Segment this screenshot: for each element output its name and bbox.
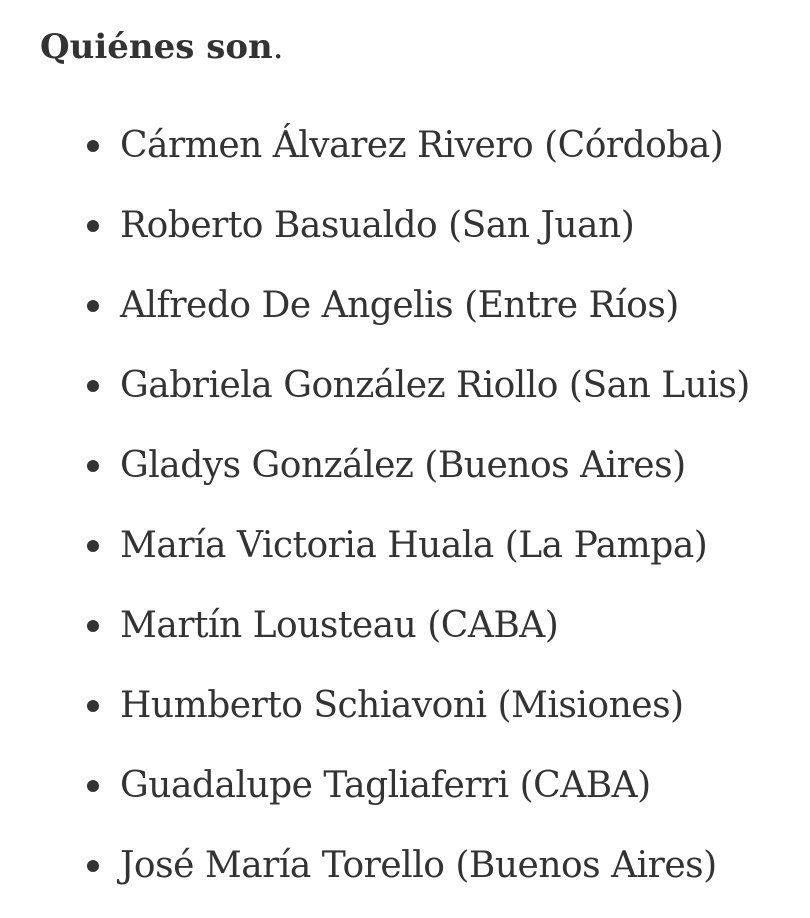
heading-title: Quiénes son <box>40 27 273 67</box>
person-name: Roberto Basualdo (San Juan) <box>120 205 635 246</box>
bullet-icon <box>87 300 99 312</box>
list-item <box>0 666 750 746</box>
person-name: Humberto Schiavoni (Misiones) <box>120 685 684 726</box>
bullet-icon <box>87 140 99 152</box>
person-name: Cármen Álvarez Rivero (Córdoba) <box>120 125 724 166</box>
bullet-icon <box>87 460 99 472</box>
bullet-icon <box>87 620 99 632</box>
list-item <box>0 106 750 186</box>
people-list <box>0 106 750 906</box>
bullet-icon <box>87 700 99 712</box>
bullet-icon <box>87 780 99 792</box>
list-item <box>0 346 750 426</box>
bullet-icon <box>87 380 99 392</box>
list-item <box>0 826 750 906</box>
bullet-icon <box>87 220 99 232</box>
person-name: María Victoria Huala (La Pampa) <box>120 525 708 566</box>
list-item <box>0 746 750 826</box>
person-name: Gabriela González Riollo (San Luis) <box>120 365 750 406</box>
list-item <box>0 186 750 266</box>
person-name: Alfredo De Angelis (Entre Ríos) <box>120 285 679 326</box>
person-name: Guadalupe Tagliaferri (CABA) <box>120 765 651 806</box>
section-heading <box>40 24 284 70</box>
person-name: Gladys González (Buenos Aires) <box>120 445 686 486</box>
list-item <box>0 266 750 346</box>
heading-punctuation: . <box>272 27 284 67</box>
list-item <box>0 586 750 666</box>
list-item <box>0 426 750 506</box>
person-name: Martín Lousteau (CABA) <box>120 605 559 646</box>
person-name: José María Torello (Buenos Aires) <box>120 845 717 886</box>
bullet-icon <box>87 540 99 552</box>
list-item <box>0 506 750 586</box>
bullet-icon <box>87 860 99 872</box>
